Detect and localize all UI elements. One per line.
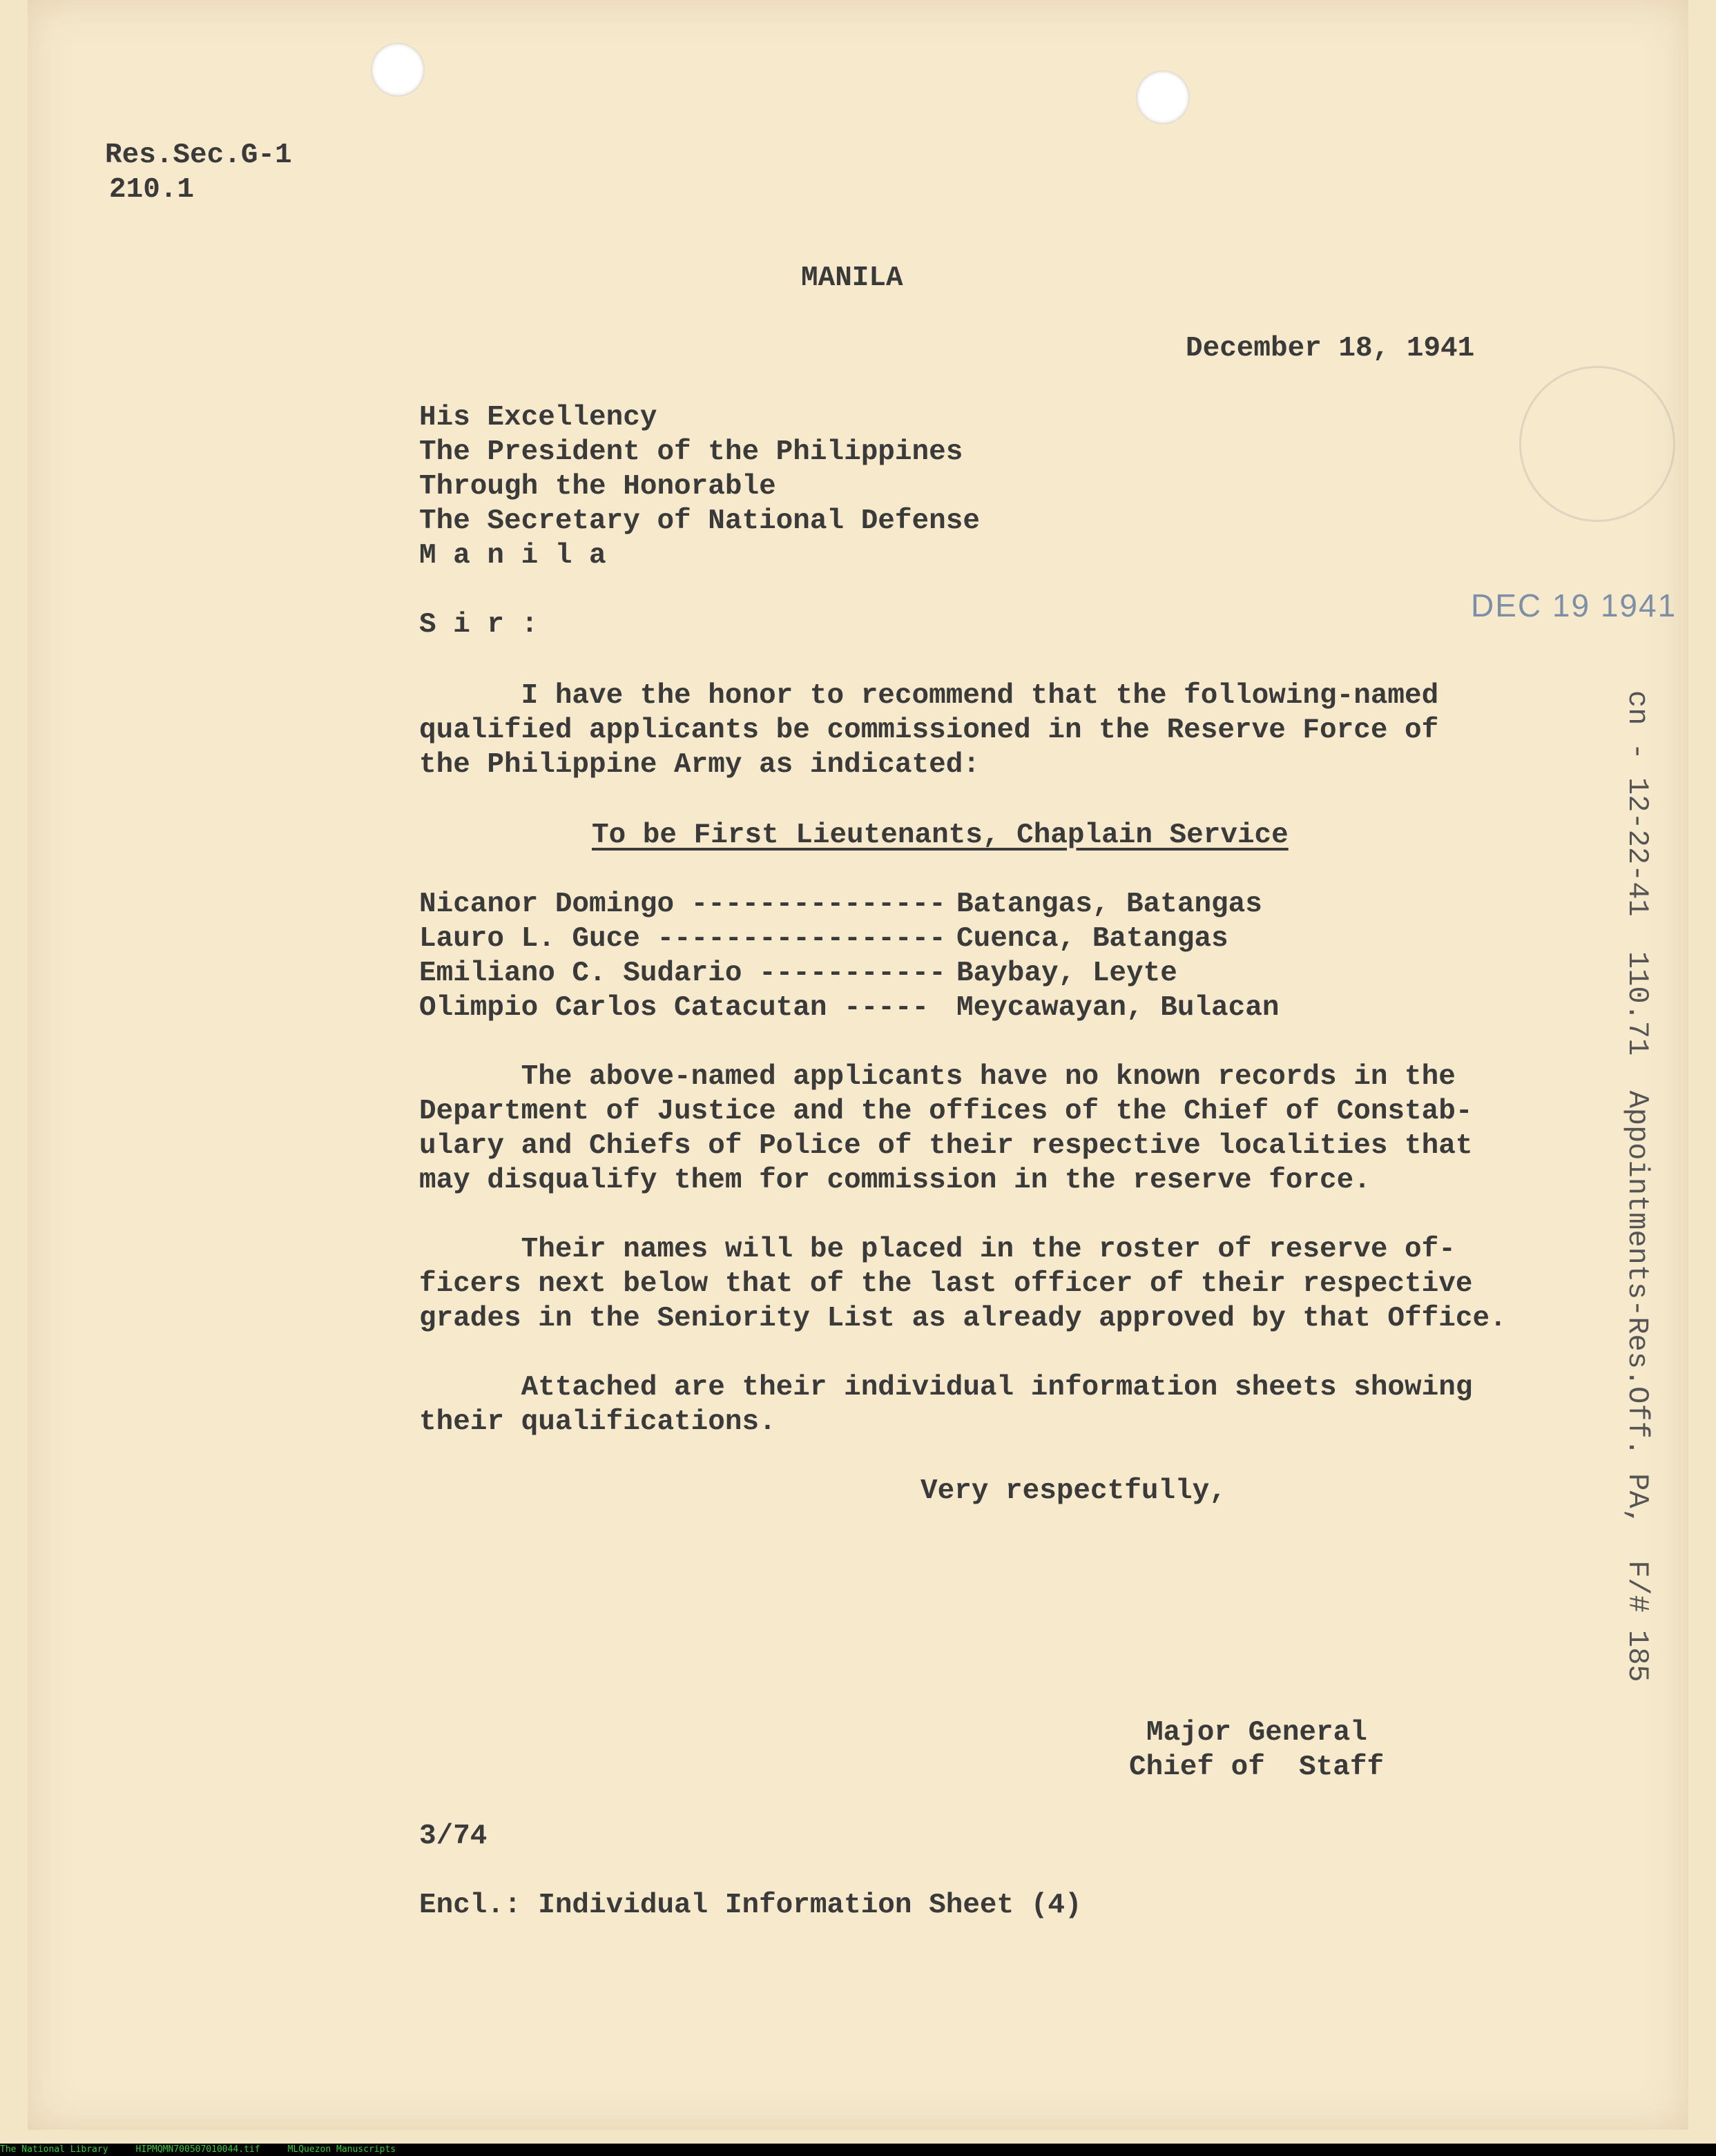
punch-hole [1136, 70, 1190, 124]
body-paragraph-2-line: may disqualify them for commission in the reserve force. [419, 1165, 1371, 1196]
body-paragraph-1-line: the Philippine Army as indicated: [419, 749, 980, 781]
section-heading: To be First Lieutenants, Chaplain Service [592, 819, 1289, 851]
body-paragraph-2-line: ulary and Chiefs of Police of their respective localities that [419, 1130, 1473, 1162]
body-paragraph-2-line: The above-named applicants have no known records in the [419, 1061, 1456, 1093]
letter-date: December 18, 1941 [1186, 333, 1475, 365]
city-heading: MANILA [801, 262, 903, 294]
marginal-filing-note: cn - 12-22-41 110.71 Appointments-Res.Off. PA, F/# 185 [1621, 690, 1654, 1682]
footer-collection: MLQuezon Manuscripts [287, 2144, 396, 2155]
salutation: S i r : [419, 609, 539, 641]
address-line: M a n i l a [419, 540, 606, 572]
address-line: His Excellency [419, 402, 657, 434]
faded-seal-stamp [1519, 366, 1675, 522]
body-paragraph-4-line: their qualifications. [419, 1406, 776, 1438]
address-line: Through the Honorable [419, 471, 776, 503]
footer-library: The National Library [0, 2144, 108, 2155]
closing: Very respectfully, [920, 1475, 1226, 1507]
signature-rank: Major General [1146, 1717, 1367, 1749]
file-reference-line1: Res.Sec.G-1 [105, 139, 292, 171]
file-reference-line2: 210.1 [109, 174, 195, 206]
body-paragraph-1-line: qualified applicants be commissioned in the Reserve Force of [419, 715, 1439, 746]
address-line: The President of the Philippines [419, 436, 963, 468]
applicant-name: Nicanor Domingo --------------- [419, 888, 946, 920]
applicant-place: Meycawayan, Bulacan [956, 992, 1280, 1024]
reference-number: 3/74 [419, 1820, 488, 1852]
applicant-place: Baybay, Leyte [956, 958, 1177, 989]
applicant-place: Cuenca, Batangas [956, 923, 1228, 955]
applicant-place: Batangas, Batangas [956, 888, 1262, 920]
body-paragraph-4-line: Attached are their individual information sheets showing [419, 1372, 1473, 1404]
applicant-name: Lauro L. Guce ----------------- [419, 923, 946, 955]
signature-title: Chief of Staff [1129, 1751, 1385, 1783]
body-paragraph-2-line: Department of Justice and the offices of the Chief of Constab- [419, 1096, 1473, 1127]
applicant-name: Emiliano C. Sudario ----------- [419, 958, 946, 989]
body-paragraph-3-line: grades in the Seniority List as already approved by that Office. [419, 1303, 1507, 1334]
body-paragraph-1-line: I have the honor to recommend that the following-named [419, 680, 1439, 712]
received-date-stamp: DEC 19 1941 [1471, 587, 1677, 623]
body-paragraph-3-line: ficers next below that of the last officer of their respective [419, 1268, 1473, 1300]
body-paragraph-3-line: Their names will be placed in the roster of reserve of- [419, 1234, 1456, 1265]
punch-hole [371, 43, 425, 97]
applicant-name: Olimpio Carlos Catacutan ----- [419, 992, 929, 1024]
enclosure-line: Encl.: Individual Information Sheet (4) [419, 1890, 1082, 1921]
footer-filename: HIPMQMN700507010044.tif [135, 2144, 260, 2155]
scan-footer-bar [0, 2144, 1716, 2156]
address-line: The Secretary of National Defense [419, 505, 980, 537]
